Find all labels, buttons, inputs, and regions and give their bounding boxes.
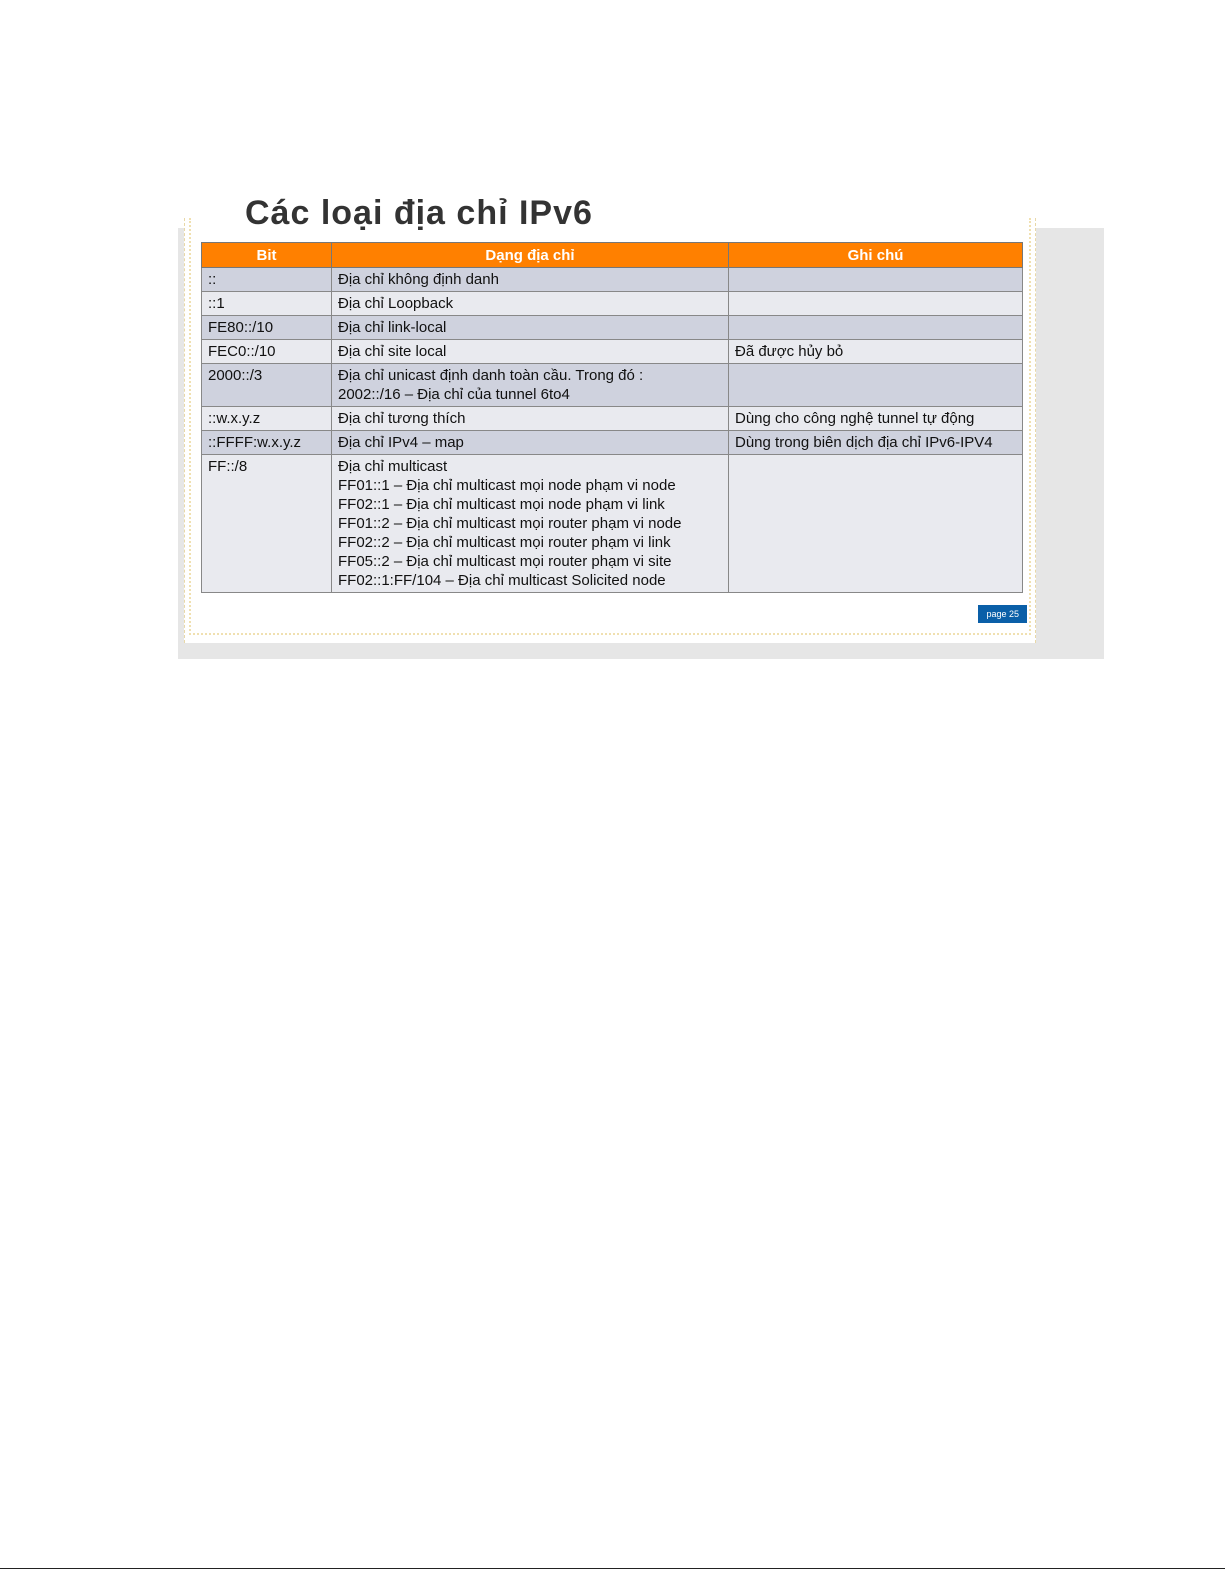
cell-note: Dùng cho công nghệ tunnel tự động (729, 407, 1023, 431)
cell-bit: FE80::/10 (202, 316, 332, 340)
table-row (202, 316, 1023, 340)
cell-bit: FF::/8 (202, 455, 332, 593)
cell-line: FF01::2 – Địa chỉ multicast mọi router phạm vi node (338, 515, 682, 532)
cell-bit: :: (202, 268, 332, 292)
cell-address-form (332, 292, 729, 316)
cell-note (729, 292, 1023, 316)
cell-note (729, 364, 1023, 407)
cell-line: Địa chỉ tương thích (338, 410, 466, 427)
slide (184, 194, 1036, 643)
cell-note (729, 268, 1023, 292)
page-number-badge: page 25 (978, 605, 1027, 623)
cell-line: Địa chỉ link-local (338, 319, 447, 336)
cell-line: FF02::1:FF/104 – Địa chỉ multicast Solicited node (338, 572, 666, 589)
table-row (202, 407, 1023, 431)
cell-bit: ::1 (202, 292, 332, 316)
cell-note (729, 316, 1023, 340)
cell-address-form (332, 407, 729, 431)
table-row (202, 292, 1023, 316)
cell-line: Địa chỉ unicast định danh toàn cầu. Trong đó : (338, 367, 644, 384)
cell-line: Địa chỉ IPv4 – map (338, 434, 464, 451)
cell-line: Địa chỉ multicast (338, 458, 448, 475)
cell-note: Đã được hủy bỏ (729, 340, 1023, 364)
cell-bit: ::w.x.y.z (202, 407, 332, 431)
cell-bit: ::FFFF:w.x.y.z (202, 431, 332, 455)
cell-address-form (332, 316, 729, 340)
cell-line: FF01::1 – Địa chỉ multicast mọi node phạm vi node (338, 477, 676, 494)
cell-address-form (332, 364, 729, 407)
cell-line: FF02::2 – Địa chỉ multicast mọi router phạm vi link (338, 534, 671, 551)
cell-line: Địa chỉ không định danh (338, 271, 499, 288)
cell-line: Địa chỉ Loopback (338, 295, 454, 312)
header-bit: Bit (202, 243, 332, 268)
table-row (202, 340, 1023, 364)
header-address-form: Dạng địa chỉ (332, 243, 729, 268)
cell-line: FF05::2 – Địa chỉ multicast mọi router phạm vi site (338, 553, 672, 570)
cell-address-form (332, 431, 729, 455)
table-row (202, 431, 1023, 455)
cell-bit: 2000::/3 (202, 364, 332, 407)
table-header-row (202, 243, 1023, 268)
cell-line: 2002::/16 – Địa chỉ của tunnel 6to4 (338, 386, 570, 403)
embedded-slide-image (178, 194, 1104, 659)
slide-title: Các loại địa chỉ IPv6 (245, 194, 593, 232)
cell-line: FF02::1 – Địa chỉ multicast mọi node phạm vi link (338, 496, 665, 513)
page-bottom-rule (0, 1568, 1225, 1569)
cell-address-form (332, 340, 729, 364)
cell-bit: FEC0::/10 (202, 340, 332, 364)
table-row (202, 364, 1023, 407)
cell-address-form (332, 268, 729, 292)
ipv6-address-table (201, 242, 1023, 593)
cell-note (729, 455, 1023, 593)
header-note: Ghi chú (729, 243, 1023, 268)
table-row (202, 268, 1023, 292)
cell-address-form (332, 455, 729, 593)
table-row (202, 455, 1023, 593)
cell-line: Địa chỉ site local (338, 343, 447, 360)
cell-note: Dùng trong biên dịch địa chỉ IPv6-IPV4 (729, 431, 1023, 455)
